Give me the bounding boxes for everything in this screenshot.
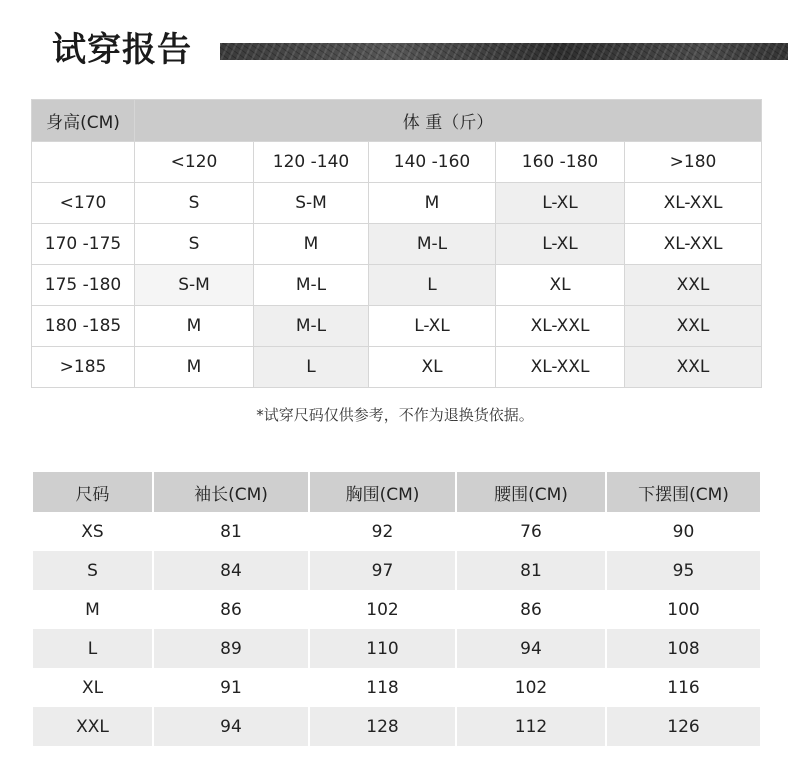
table-cell: 91 xyxy=(153,668,309,707)
size-cell: XL-XXL xyxy=(625,183,762,224)
table-row xyxy=(32,224,762,265)
size-cell: XXL xyxy=(625,265,762,306)
table-cell: 126 xyxy=(606,707,760,746)
column-header-sleeve: 袖长(CM) xyxy=(153,472,309,512)
height-range: >185 xyxy=(32,347,135,388)
size-cell: L xyxy=(369,265,496,306)
empty-corner-cell xyxy=(32,142,135,183)
size-cell: M xyxy=(135,306,254,347)
size-cell: S-M xyxy=(135,265,254,306)
size-cell: L-XL xyxy=(369,306,496,347)
table-row xyxy=(33,551,760,590)
column-header-chest: 胸围(CM) xyxy=(309,472,456,512)
size-cell: XL-XXL xyxy=(496,306,625,347)
size-cell: M-L xyxy=(254,265,369,306)
size-cell: XL-XXL xyxy=(496,347,625,388)
size-label: S xyxy=(33,551,153,590)
table-cell: 116 xyxy=(606,668,760,707)
table-cell: 128 xyxy=(309,707,456,746)
table-cell: 112 xyxy=(456,707,606,746)
height-range: <170 xyxy=(32,183,135,224)
weight-range: >180 xyxy=(625,142,762,183)
table-cell: 110 xyxy=(309,629,456,668)
table-cell: 86 xyxy=(153,590,309,629)
table-row xyxy=(32,265,762,306)
size-label: XXL xyxy=(33,707,153,746)
size-label: M xyxy=(33,590,153,629)
fit-report-table xyxy=(31,99,762,388)
size-cell: M xyxy=(369,183,496,224)
table-row xyxy=(32,347,762,388)
height-range: 170 -175 xyxy=(32,224,135,265)
table-cell: 81 xyxy=(153,512,309,551)
table-row xyxy=(32,306,762,347)
weight-range: 160 -180 xyxy=(496,142,625,183)
size-label: L xyxy=(33,629,153,668)
table-row xyxy=(33,590,760,629)
table-cell: 94 xyxy=(153,707,309,746)
table-cell: 108 xyxy=(606,629,760,668)
table-cell: 118 xyxy=(309,668,456,707)
page-title: 试穿报告 xyxy=(52,30,192,70)
size-cell: XXL xyxy=(625,347,762,388)
size-cell: M-L xyxy=(254,306,369,347)
column-header-size: 尺码 xyxy=(33,472,153,512)
size-cell: XXL xyxy=(625,306,762,347)
table-cell: 84 xyxy=(153,551,309,590)
disclaimer-note: *试穿尺码仅供参考，不作为退换货依据。 xyxy=(256,406,534,424)
table-cell: 102 xyxy=(309,590,456,629)
weight-range-row xyxy=(32,142,762,183)
size-cell: XL-XXL xyxy=(625,224,762,265)
table-cell: 100 xyxy=(606,590,760,629)
weight-range: 120 -140 xyxy=(254,142,369,183)
size-cell: L-XL xyxy=(496,224,625,265)
height-range: 175 -180 xyxy=(32,265,135,306)
table-cell: 76 xyxy=(456,512,606,551)
size-cell: S xyxy=(135,224,254,265)
size-cell: S xyxy=(135,183,254,224)
size-cell: L xyxy=(254,347,369,388)
size-cell: M-L xyxy=(369,224,496,265)
height-header: 身高(CM) xyxy=(32,100,135,142)
fit-table-header-row xyxy=(32,100,762,142)
size-cell: XL xyxy=(496,265,625,306)
height-range: 180 -185 xyxy=(32,306,135,347)
weight-range: 140 -160 xyxy=(369,142,496,183)
table-row xyxy=(33,707,760,746)
table-cell: 94 xyxy=(456,629,606,668)
table-cell: 95 xyxy=(606,551,760,590)
size-cell: S-M xyxy=(254,183,369,224)
table-cell: 90 xyxy=(606,512,760,551)
table-cell: 102 xyxy=(456,668,606,707)
table-row xyxy=(32,183,762,224)
table-row xyxy=(33,512,760,551)
column-header-waist: 腰围(CM) xyxy=(456,472,606,512)
table-cell: 86 xyxy=(456,590,606,629)
weight-range: <120 xyxy=(135,142,254,183)
decorative-banner xyxy=(220,43,788,60)
size-cell: M xyxy=(135,347,254,388)
weight-header: 体 重（斤） xyxy=(135,100,762,142)
table-cell: 97 xyxy=(309,551,456,590)
table-cell: 92 xyxy=(309,512,456,551)
table-cell: 81 xyxy=(456,551,606,590)
size-cell: M xyxy=(254,224,369,265)
size-table-header-row xyxy=(33,472,760,512)
column-header-hem: 下摆围(CM) xyxy=(606,472,760,512)
size-cell: XL xyxy=(369,347,496,388)
table-row xyxy=(33,629,760,668)
size-chart-table xyxy=(33,472,760,746)
size-label: XS xyxy=(33,512,153,551)
table-cell: 89 xyxy=(153,629,309,668)
size-label: XL xyxy=(33,668,153,707)
table-row xyxy=(33,668,760,707)
size-cell: L-XL xyxy=(496,183,625,224)
